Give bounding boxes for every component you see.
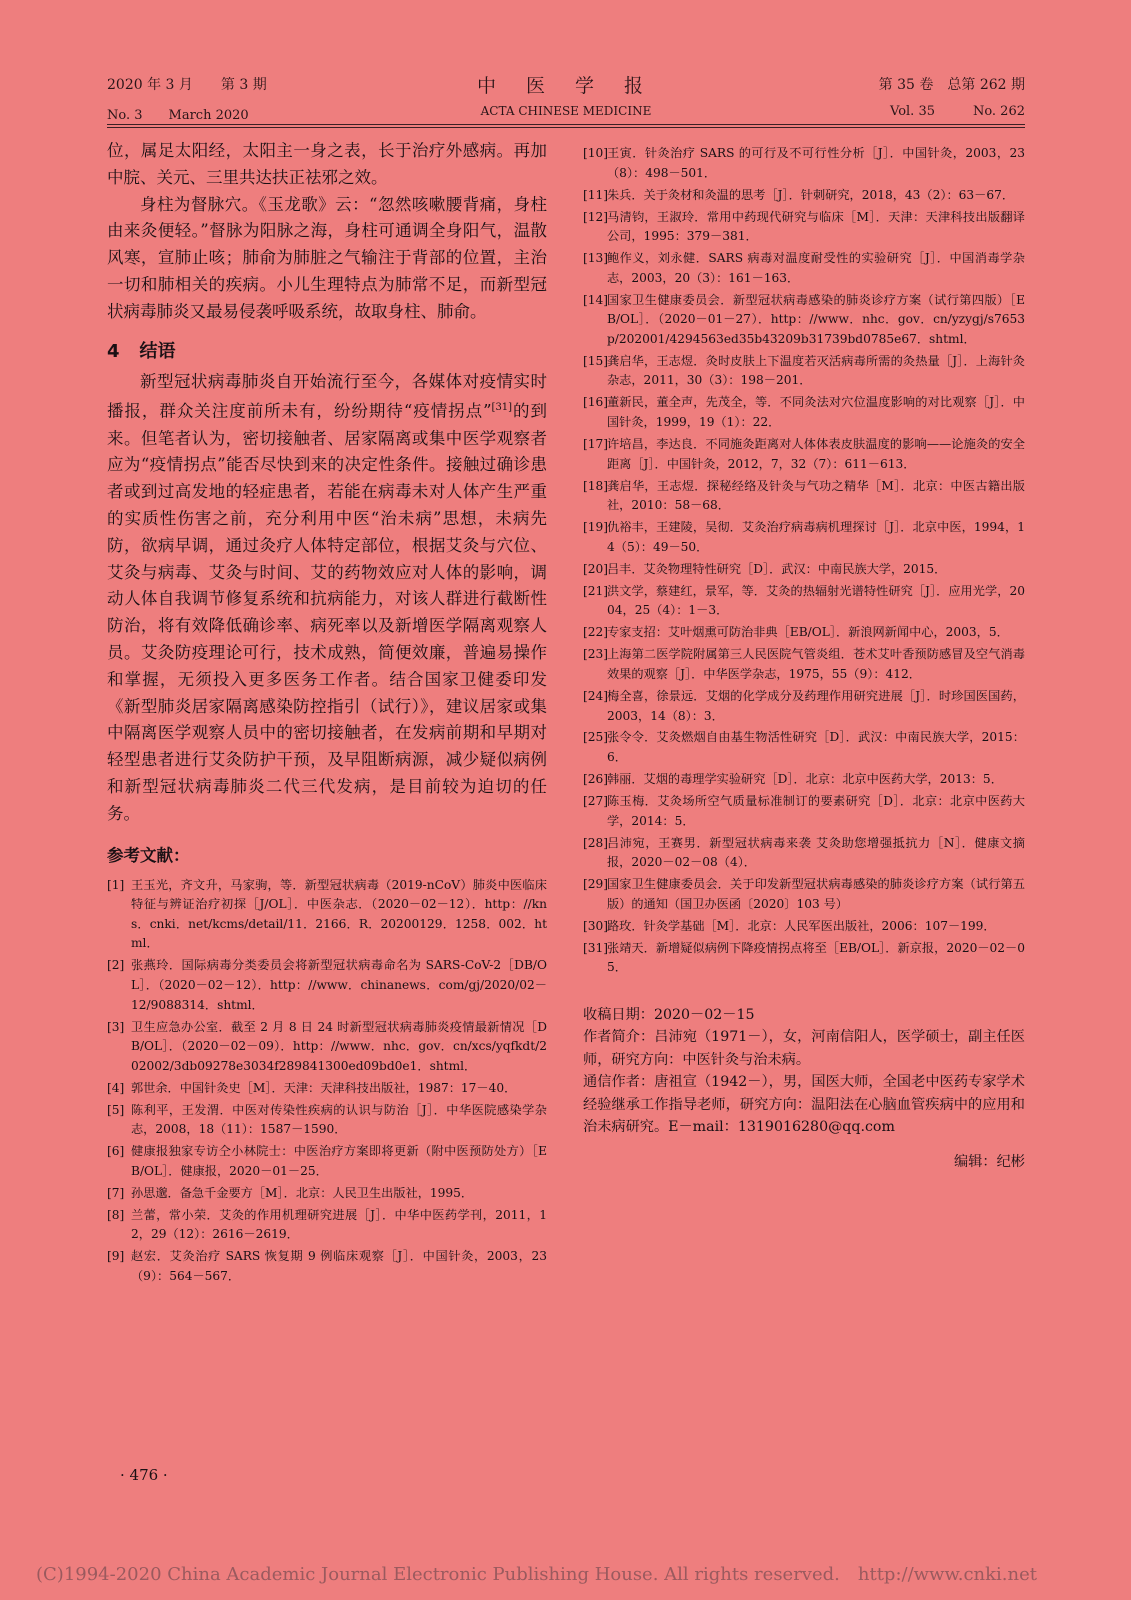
reference-item [107,1142,547,1181]
reference-text: 国家卫生健康委员会．关于印发新型冠状病毒感染的肺炎诊疗方案（试行第五版）的通知（国卫办医函〔2020〕103 号） [607,877,1025,911]
reference-item [583,582,1025,621]
reference-item [107,1184,547,1204]
reference-item [583,623,1025,643]
reference-text: 上海第二医学院附属第三人民医院气管炎组．苍术艾叶香预防感冒及空气消毒效果的观察［J］．中华医学杂志，1975，55（9）：412． [607,647,1025,681]
header-vol-en: Vol. 35 [890,104,935,119]
reference-text: 仇裕丰，王建陵，吴彻．艾灸治疗病毒病机理探讨［J］．北京中医，1994，14（5）：49－50． [607,520,1025,554]
reference-item [107,1079,547,1099]
left-column [107,138,547,1289]
running-header-cn [107,74,1025,96]
journal-title-en: ACTA CHINESE MEDICINE [480,104,652,118]
reference-item [107,876,547,954]
reference-text: 洪文学，蔡建红，景军，等．艾灸的热辐射光谱特性研究［J］．应用光学，2004，25（4）：1－3． [607,583,1025,618]
reference-number: [23] [583,647,609,662]
reference-item [583,917,1025,937]
reference-number: [6] [107,1144,125,1159]
reference-text: 专家支招：艾叶烟熏可防治非典［EB/OL］．新浪网新闻中心，2003，5． [607,625,1009,640]
reference-list [107,876,547,1287]
reference-number: [17] [583,437,609,452]
paragraph-text: 新型冠状病毒肺炎自开始流行至今，各媒体对疫情实时播报，群众关注度前所未有，纷纷期待“疫情拐点” [107,371,547,421]
reference-item [583,939,1025,978]
reference-text: 张令令．艾灸燃烟自由基生物活性研究［D］．武汉：中南民族大学，2015：6． [607,730,1025,765]
reference-text: 赵宏．艾灸治疗 SARS 恢复期 9 例临床观察［J］．中国针灸，2003，23（9）：564－567． [131,1249,547,1284]
reference-text: 张靖天．新增疑似病例下降疫情拐点将至［EB/OL］．新京报，2020－02－05． [607,940,1025,975]
reference-text: 龚启华，王志煜．灸时皮肤上下温度若灭活病毒所需的灸热量［J］．上海针灸杂志，2011，30（3）：198－201． [607,353,1025,388]
reference-number: [1] [107,877,125,892]
reference-item [583,144,1025,183]
reference-item [583,249,1025,288]
header-no-en: No. 262 [972,104,1025,119]
reference-text: 路玫．针灸学基础［M］．北京：人民军医出版社，2006：107－199． [607,918,996,933]
reference-item [583,477,1025,516]
reference-text: 鲍作义，刘永健．SARS 病毒对温度耐受性的实验研究［J］．中国消毒学杂志，2003，20（3）：161－163． [607,251,1025,285]
right-column [583,144,1025,1173]
reference-item [583,186,1025,206]
reference-text: 吕丰．艾灸物理特性研究［D］．武汉：中南民族大学，2015． [607,561,947,576]
corresponding-author: 通信作者：唐祖宣（1942－），男，国医大师，全国老中医药专家学术经验继承工作指导老师，研究方向：温阳法在心脑血管疾病中的应用和治未病研究。E－mail：1319016280@qq.com [583,1074,1025,1136]
reference-number: [3] [107,1019,125,1034]
header-issue-en: No. 3 March 2020 [107,108,249,123]
section-number: 4 [107,340,120,362]
reference-number: [22] [583,625,609,640]
reference-item [107,1018,547,1077]
reference-list [583,144,1025,978]
reference-item [583,560,1025,580]
reference-number: [2] [107,958,125,973]
reference-number: [20] [583,561,609,576]
reference-number: [14] [583,292,609,307]
copyright-notice [36,1564,1037,1585]
reference-text: 郭世余．中国针灸史［M］．天津：天津科技出版社，1987：17－40． [131,1080,517,1095]
running-header-en [107,104,1025,124]
reference-item [583,834,1025,873]
reference-text: 许培昌，李达良．不同施灸距离对人体体表皮肤温度的影响——论施灸的安全距离［J］．中国针灸，2012，7，32（7）：611－613． [607,437,1025,471]
reference-number: [21] [583,583,609,598]
section-heading [107,337,547,363]
reference-text: 王玉光，齐文升，马家驹，等．新型冠状病毒（2019-nCoV）肺炎中医临床特征与辨证治疗初探［J/OL］．中医杂志．（2020－02－12）．http：//kns．cnki．net/kcms/detail/11．2166．R．20200129．1258．002．html． [131,877,547,951]
reference-number: [19] [583,520,609,535]
header-date-cn: 2020 年 3 月 第 3 期 [107,77,267,93]
reference-text: 马清钧，王淑玲．常用中药现代研究与临床［M］．天津：天津科技出版翻译公司，1995：379－381． [607,209,1025,244]
reference-text: 陈利平，王发渭．中医对传染性疾病的认识与防治［J］．中华医院感染学杂志，2008，18（11）：1587－1590． [131,1102,547,1137]
reference-item [583,352,1025,391]
reference-item [583,208,1025,247]
paragraph-text: 的到来。但笔者认为，密切接触者、居家隔离或集中医学观察者应为“疫情拐点”能否尽快到来的决定性条件。接触过确诊患者或到过高发地的轻症患者，若能在病毒未对人体产生严重的实质性伤害之前，充分利用中医“治未病”思想，未病先防，欲病早调，通过灸疗人体特定部位，根据艾灸与穴位、艾灸与病毒、艾灸与时间、艾的药物效应对人体的影响，调动人体自我调节修复系统和抗病能力，对该人群进行截断性防治，将有效降低确诊率、病死率以及新增医学隔离观察人员。艾灸防疫理论可行，技术成熟，简便效廉，普遍易操作和掌握，无须投入更多医务工作者。结合国家卫健委印发《新型肺炎居家隔离感染防控指引（试行）》，建议居家或集中隔离医学观察人员中的密切接触者，在发病前期和早期对轻型患者进行艾灸防护干预，及早阻断病源，减少疑似病例和新型冠状病毒肺炎二代三代发病，是目前较为迫切的任务。 [107,401,548,823]
reference-item [583,792,1025,831]
reference-item [583,291,1025,350]
reference-number: [8] [107,1207,125,1222]
reference-text: 兰蕾，常小荣．艾灸的作用机理研究进展［J］．中华中医药学刊，2011，12，29（12）：2616－2619． [131,1207,547,1242]
reference-text: 朱兵．关于灸材和灸温的思考［J］．针刺研究，2018，43（2）：63－67． [607,187,1015,202]
reference-text: 张燕玲．国际病毒分类委员会将新型冠状病毒命名为 SARS-CoV-2［DB/OL］．（2020－02－12）．http：//www．chinanews．com/gj/2020/02－12/9088314．shtml． [131,958,547,1012]
reference-item [583,875,1025,914]
reference-number: [13] [583,251,609,266]
header-rule-thin [107,127,1025,128]
reference-item [583,393,1025,432]
reference-number: [16] [583,395,609,410]
section-title: 结语 [139,340,176,362]
reference-number: [24] [583,688,609,703]
reference-text: 卫生应急办公室．截至 2 月 8 日 24 时新型冠状病毒肺炎疫情最新情况［DB/OL］．（2020－02－09）．http：//www．nhc．gov．cn/xcs/yqfkdt/202002/3db09278e3034f289841300ed09bd0e1．shtml． [131,1019,547,1073]
reference-number: [7] [107,1185,125,1200]
reference-text: 王寅．针灸治疗 SARS 的可行及不可行性分析［J］．中国针灸，2003，23（8）：498－501． [607,146,1025,180]
reference-item [107,956,547,1015]
reference-number: [30] [583,918,609,933]
reference-text: 董新民，董全声，先茂全，等．不同灸法对穴位温度影响的对比观察［J］．中国针灸，1999，19（1）：22． [607,395,1025,430]
reference-number: [11] [583,187,609,202]
body-paragraph: 位，属足太阳经，太阳主一身之表，长于治疗外感病。再加中脘、关元、三里共达扶正祛邪之效。 [107,141,547,187]
reference-number: [26] [583,772,609,787]
reference-item [583,770,1025,790]
reference-text: 梅全喜，徐景远．艾烟的化学成分及药理作用研究进展［J］．时珍国医国药，2003，14（8）：3． [607,688,1025,723]
reference-number: [18] [583,478,609,493]
reference-number: [25] [583,730,609,745]
reference-item [583,728,1025,767]
reference-number: [4] [107,1080,125,1095]
reference-number: [27] [583,794,609,809]
editor-credit: 编辑：纪彬 [954,1153,1025,1170]
body-paragraph: 身柱为督脉穴。《玉龙歌》云：“忽然咳嗽腰背痛，身柱由来灸便轻。”督脉为阳脉之海，身柱可通调全身阳气，温散风寒，宣肺止咳；肺俞为肺脏之气输注于背部的位置，主治一切和肺相关的疾病。小儿生理特点为肺常不足，而新型冠状病毒肺炎又最易侵袭呼吸系统，故取身柱、肺俞。 [107,194,547,321]
body-paragraph [107,369,547,828]
reference-text: 吕沛宛，王赛男．新型冠状病毒来袭 艾灸助您增强抵抗力［N］．健康文摘报，2020－02－08（4）． [607,835,1025,870]
cnki-link[interactable]: http://www.cnki.net [857,1564,1037,1585]
reference-number: [9] [107,1249,125,1264]
reference-text: 健康报独家专访仝小林院士：中医治疗方案即将更新（附中医预防处方）［EB/OL］．健康报，2020－01－25． [131,1144,547,1178]
reference-text: 陈玉梅．艾灸场所空气质量标准制订的要素研究［D］．北京：北京中医药大学，2014：5． [607,794,1025,828]
received-date: 收稿日期：2020－02－15 [583,1006,755,1023]
reference-item [107,1206,547,1245]
header-rule [107,124,1025,125]
article-footer [583,1004,1025,1174]
reference-number: [15] [583,353,609,368]
reference-item [583,518,1025,557]
author-bio: 作者简介：吕沛宛（1971－），女，河南信阳人，医学硕士，副主任医师，研究方向：中医针灸与治未病。 [583,1029,1025,1068]
copyright-text: (C)1994-2020 China Academic Journal Electronic Publishing House. All rights reserved. [36,1564,840,1585]
header-volume-cn: 第 35 卷 总第 262 期 [878,77,1025,93]
references-heading: 参考文献： [107,845,190,865]
reference-number: [31] [583,940,609,955]
reference-text: 龚启华，王志煜．探秘经络及针灸与气功之精华［M］．北京：中医古籍出版社，2010：58－68． [607,478,1025,513]
reference-item [107,1101,547,1140]
reference-number: [12] [583,209,609,224]
page-number: · 476 · [120,1466,168,1484]
reference-item [583,687,1025,726]
journal-title-cn: 中 医 学 报 [476,75,656,97]
reference-item [583,645,1025,684]
reference-text: 孙思邈．备急千金要方［M］．北京：人民卫生出版社，1995． [131,1185,474,1200]
reference-item [583,435,1025,474]
reference-number: [29] [583,877,609,892]
reference-number: [5] [107,1102,125,1117]
reference-number: [28] [583,835,609,850]
reference-number: [10] [583,146,609,160]
citation-superscript[interactable]: [31] [491,402,513,414]
reference-text: 国家卫生健康委员会．新型冠状病毒感染的肺炎诊疗方案（试行第四版）［EB/OL］．（2020－01－27）．http：//www．nhc．gov．cn/yzygj/s7653p/202001/4294563ed35b43209b31739bd0785e67．shtml． [607,292,1025,346]
reference-item [107,1247,547,1286]
reference-text: 韩丽．艾烟的毒理学实验研究［D］．北京：北京中医药大学，2013：5． [607,772,1003,787]
